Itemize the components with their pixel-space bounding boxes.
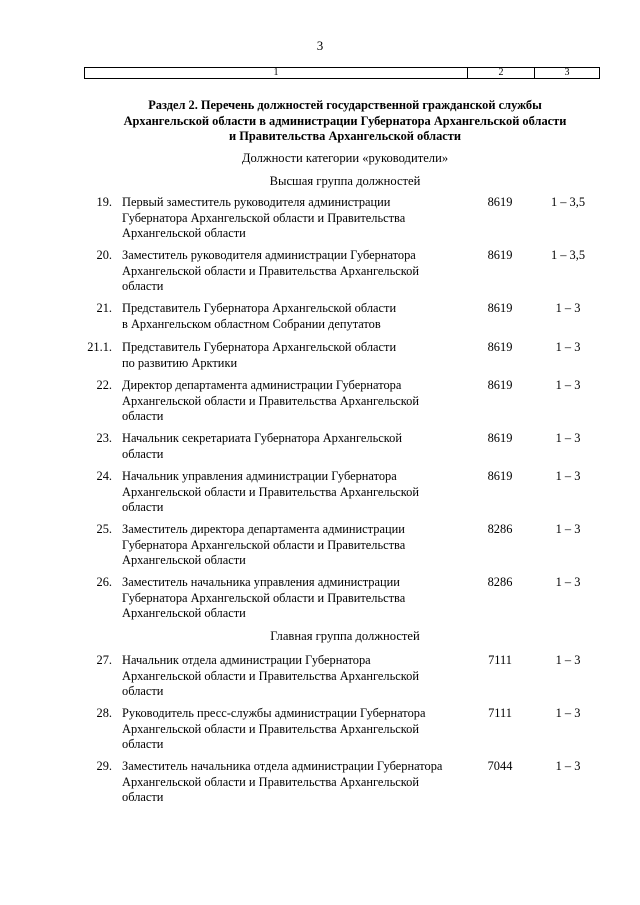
position-title-line: Заместитель начальника управления администрации bbox=[122, 575, 400, 589]
position-title-line: области bbox=[122, 790, 164, 804]
position-group: 1 – 3 bbox=[555, 706, 581, 720]
position-code: 8619 bbox=[487, 469, 513, 483]
position-title-line: в Архангельском областном Собрании депутатов bbox=[122, 316, 381, 331]
position-title-line: Архангельской области bbox=[122, 553, 246, 567]
position-title-line: по развитию Арктики bbox=[122, 355, 238, 370]
position-title bbox=[122, 759, 467, 806]
position-group: 1 – 3 bbox=[555, 378, 581, 392]
position-code: 8286 bbox=[487, 575, 513, 589]
position-code: 8619 bbox=[487, 378, 513, 392]
position-title-line: Заместитель директора департамента администрации bbox=[122, 522, 405, 536]
position-title bbox=[122, 706, 467, 753]
row-number: 28. bbox=[96, 706, 112, 720]
row-number: 21. bbox=[96, 301, 112, 315]
position-title-line: области bbox=[122, 279, 164, 293]
position-group: 1 – 3 bbox=[555, 431, 581, 445]
group-heading-highest: Высшая группа должностей bbox=[269, 174, 421, 188]
row-number: 20. bbox=[96, 248, 112, 262]
position-group: 1 – 3 bbox=[555, 301, 581, 315]
position-title-line: Представитель Губернатора Архангельской области bbox=[122, 340, 397, 354]
row-number: 29. bbox=[96, 759, 112, 773]
position-group: 1 – 3 bbox=[555, 522, 581, 536]
position-title bbox=[122, 248, 467, 295]
position-title-line: Заместитель начальника отдела администрации Губернатора bbox=[122, 759, 443, 773]
position-title-line: Архангельской области и Правительства Архангельской bbox=[122, 263, 419, 278]
position-group: 1 – 3,5 bbox=[550, 248, 586, 262]
column-header-2: 2 bbox=[468, 68, 535, 79]
position-code: 7111 bbox=[488, 653, 512, 667]
position-title-line: Архангельской области и Правительства Архангельской bbox=[122, 774, 419, 789]
position-title-line: Первый заместитель руководителя администрации bbox=[122, 195, 391, 209]
position-code: 8619 bbox=[487, 431, 513, 445]
position-group: 1 – 3 bbox=[555, 575, 581, 589]
row-number: 26. bbox=[96, 575, 112, 589]
row-number: 23. bbox=[96, 431, 112, 445]
section-title-line: и Правительства Архангельской области bbox=[229, 129, 461, 143]
position-code: 8619 bbox=[487, 301, 513, 315]
position-title bbox=[122, 522, 467, 569]
column-header-table bbox=[84, 67, 600, 79]
position-code: 8286 bbox=[487, 522, 513, 536]
position-title-line: области bbox=[122, 737, 164, 751]
section-title bbox=[0, 98, 640, 145]
position-title bbox=[122, 653, 467, 700]
position-code: 7044 bbox=[487, 759, 513, 773]
position-group: 1 – 3 bbox=[555, 340, 581, 354]
section-title-line: Архангельской области в администрации Губернатора Архангельской области bbox=[123, 113, 567, 128]
row-number: 22. bbox=[96, 378, 112, 392]
position-group: 1 – 3 bbox=[555, 759, 581, 773]
position-title-line: Губернатора Архангельской области и Правительства bbox=[122, 537, 406, 552]
position-title-line: Директор департамента администрации Губернатора bbox=[122, 378, 402, 392]
position-title-line: Архангельской области и Правительства Архангельской bbox=[122, 393, 419, 408]
position-title bbox=[122, 378, 467, 425]
position-code: 8619 bbox=[487, 340, 513, 354]
position-title-line: Архангельской области и Правительства Архангельской bbox=[122, 484, 419, 499]
row-number: 24. bbox=[96, 469, 112, 483]
position-title-line: Заместитель руководителя администрации Губернатора bbox=[122, 248, 416, 262]
position-title-line: Архангельской области bbox=[122, 606, 246, 620]
category-heading: Должности категории «руководители» bbox=[241, 151, 449, 165]
position-title-line: Губернатора Архангельской области и Правительства bbox=[122, 210, 406, 225]
position-title-line: Архангельской области и Правительства Архангельской bbox=[122, 721, 419, 736]
position-title-line: области bbox=[122, 446, 164, 461]
row-number: 19. bbox=[96, 195, 112, 209]
position-title-line: Руководитель пресс-службы администрации Губернатора bbox=[122, 706, 426, 720]
position-title-line: области bbox=[122, 684, 164, 698]
position-code: 8619 bbox=[487, 248, 513, 262]
row-number: 21.1. bbox=[87, 340, 112, 354]
position-group: 1 – 3,5 bbox=[550, 195, 586, 209]
position-title-line: Представитель Губернатора Архангельской области bbox=[122, 301, 397, 315]
position-title bbox=[122, 469, 467, 516]
section-title-line: Раздел 2. Перечень должностей государственной гражданской службы bbox=[148, 98, 542, 112]
position-title bbox=[122, 575, 467, 622]
position-title bbox=[122, 431, 467, 462]
position-code: 7111 bbox=[488, 706, 512, 720]
position-title bbox=[122, 301, 467, 332]
position-title bbox=[122, 340, 467, 371]
page-number: 3 bbox=[316, 38, 324, 53]
position-title-line: Губернатора Архангельской области и Правительства bbox=[122, 590, 406, 605]
row-number: 27. bbox=[96, 653, 112, 667]
position-title-line: Архангельской области bbox=[122, 226, 246, 240]
position-title-line: области bbox=[122, 500, 164, 514]
position-title-line: области bbox=[122, 409, 164, 423]
position-title-line: Архангельской области и Правительства Архангельской bbox=[122, 668, 419, 683]
position-title-line: Начальник отдела администрации Губернатора bbox=[122, 653, 371, 667]
column-header-3: 3 bbox=[535, 68, 600, 79]
position-group: 1 – 3 bbox=[555, 653, 581, 667]
position-group: 1 – 3 bbox=[555, 469, 581, 483]
column-header-1: 1 bbox=[85, 68, 468, 79]
position-title-line: Начальник секретариата Губернатора Архангельской bbox=[122, 431, 402, 445]
group-heading-main: Главная группа должностей bbox=[270, 629, 420, 643]
row-number: 25. bbox=[96, 522, 112, 536]
position-title bbox=[122, 195, 467, 242]
position-code: 8619 bbox=[487, 195, 513, 209]
position-title-line: Начальник управления администрации Губернатора bbox=[122, 469, 397, 483]
